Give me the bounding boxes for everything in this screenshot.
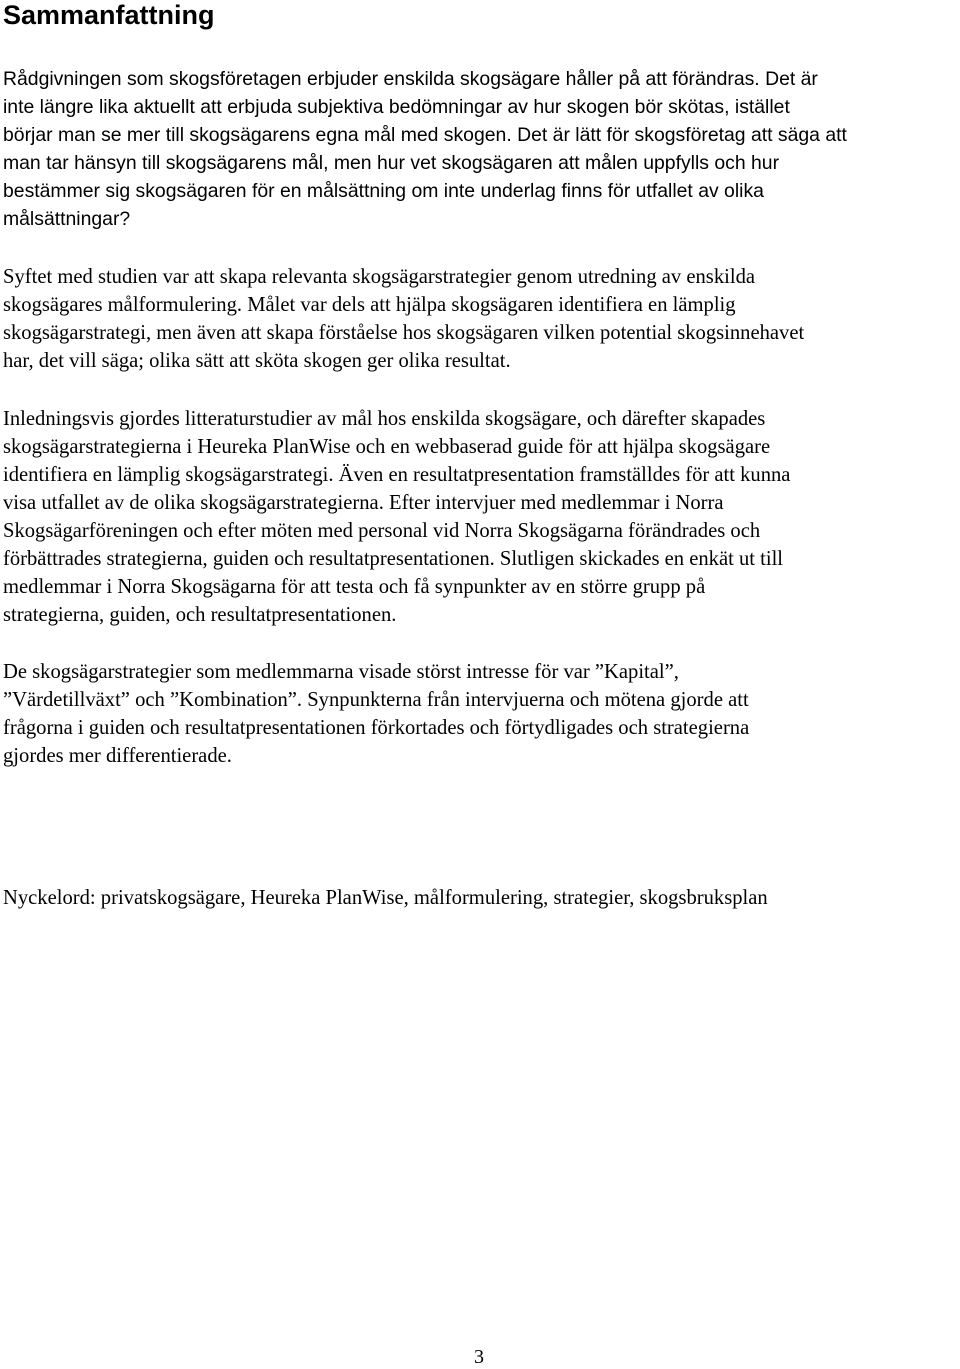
text-line: Rådgivningen som skogsföretagen erbjuder enskilda skogsägare håller på att förändras. Det är xyxy=(3,68,818,90)
keywords: Nyckelord: privatskogsägare, Heureka PlanWise, målformulering, strategier, skogsbruksplan xyxy=(3,887,768,909)
text-line: De skogsägarstrategier som medlemmarna visade störst intresse för var ”Kapital”, xyxy=(3,661,679,683)
text-line: skogsägarstrategierna i Heureka PlanWise och en webbaserad guide för att hjälpa skogsägare xyxy=(3,436,771,458)
text-line: förbättrades strategierna, guiden och resultatpresentationen. Slutligen skickades en enkät ut till xyxy=(3,548,784,570)
text-line: skogsägarstrategi, men även att skapa förståelse hos skogsägaren vilken potential skogsinnehavet xyxy=(3,322,805,344)
text-line: medlemmar i Norra Skogsägarna för att testa och få synpunkter av en större grupp på xyxy=(3,576,706,598)
text-line: frågorna i guiden och resultatpresentationen förkortades och förtydligades och strategierna xyxy=(3,717,750,739)
page-number: 3 xyxy=(474,1346,484,1368)
text-line: Syftet med studien var att skapa relevanta skogsägarstrategier genom utredning av enskilda xyxy=(3,266,756,288)
text-line: inte längre lika aktuellt att erbjuda subjektiva bedömningar av hur skogen bör skötas, istället xyxy=(3,96,790,118)
text-line: ”Värdetillväxt” och ”Kombination”. Synpunkterna från intervjuerna och mötena gjorde att xyxy=(3,689,749,711)
text-line: man tar hänsyn till skogsägarens mål, men hur vet skogsägaren att målen uppfylls och hur xyxy=(3,152,780,174)
text-line: gjordes mer differentierade. xyxy=(3,745,232,767)
section-heading: Sammanfattning xyxy=(3,0,215,30)
text-line: har, det vill säga; olika sätt att sköta skogen ger olika resultat. xyxy=(3,350,511,372)
text-line: Skogsägarföreningen och efter möten med personal vid Norra Skogsägarna förändrades och xyxy=(3,520,761,542)
text-line: bestämmer sig skogsägaren för en målsättning om inte underlag finns för utfallet av olika xyxy=(3,180,764,202)
text-line: börjar man se mer till skogsägarens egna mål med skogen. Det är lätt för skogsföretag att säga att xyxy=(3,124,847,146)
text-line: målsättningar? xyxy=(3,208,131,230)
text-line: Inledningsvis gjordes litteraturstudier av mål hos enskilda skogsägare, och därefter skapades xyxy=(3,408,766,430)
text-line: skogsägares målformulering. Målet var dels att hjälpa skogsägaren identifiera en lämplig xyxy=(3,294,736,316)
text-line: visa utfallet av de olika skogsägarstrategierna. Efter intervjuer med medlemmar i Norra xyxy=(3,492,724,514)
text-line: strategierna, guiden, och resultatpresentationen. xyxy=(3,604,397,626)
text-line: identifiera en lämplig skogsägarstrategi. Även en resultatpresentation framställdes för att kunna xyxy=(3,464,791,486)
